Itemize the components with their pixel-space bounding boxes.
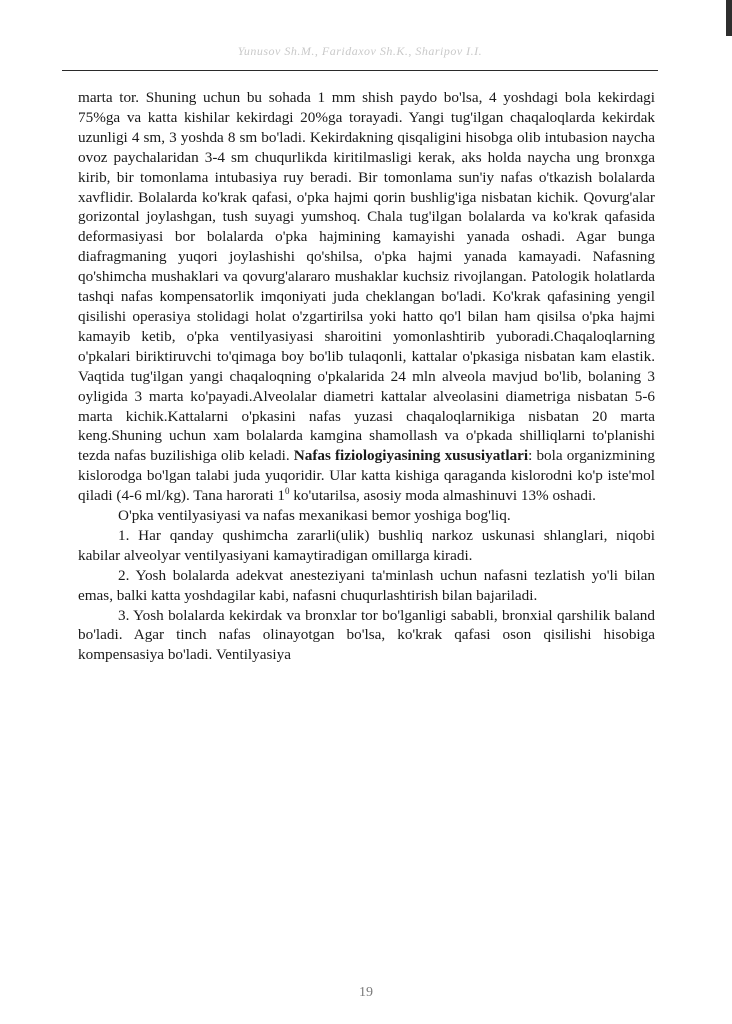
text-body (78, 88, 655, 665)
list-item-1: 1. Har qanday qushimcha zararli(ulik) bushliq narkoz uskunasi shlanglari, niqobi kabilar alveolyar ventilyasiyani kamaytiradigan omillarga kiradi. (78, 526, 655, 564)
degree-superscript: 0 (285, 486, 290, 497)
list-item-3: 3. Yosh bolalarda kekirdak va bronxlar tor bo'lganligi sababli, bronxial qarshilik baland bo'ladi. Agar tinch nafas olinayotgan bo'lsa, ko'krak qafasi oson qisilishi hisobiga kompensasiya bo'ladi. Ventilyasiya (78, 606, 655, 664)
paragraph-2: O'pka ventilyasiyasi va nafas mexanikasi bemor yoshiga bog'liq. (118, 507, 511, 525)
running-header: Yunusov Sh.M., Faridaxov Sh.K., Sharipov I.I. (237, 44, 483, 58)
paragraph-1-text: marta tor. Shuning uchun bu sohada 1 mm shish paydo bo'lsa, 4 yoshdagi bola kekirdagi 75%ga va katta kishilar kekirdagi 20%ga torayadi. Yangi tug'ilgan chaqaloqlarda kekirdak uzunligi 4 sm, 3 yoshda 8 sm bo'ladi. Kekirdakning qisqaligini hisobga olib intubasion naycha ovoz paychalaridan 3-4 sm chuqurlikda kiritilmasligi kerak, aks holda naycha ung bronxga kirib, bir tomonlama intubasiya ruy beradi. Bir tomonlama sun'iy nafas o'tkazish bolalarda xavflidir. Bolalarda ko'krak qafasi, o'pka hajmi qorin bushlig'iga nisbatan kichik. Qovurg'alar gorizontal joylashgan, tush suyagi yumshoq. Chala tug'ilgan bolalarda va ko'krak qafasida deformasiyasi bor bolalarda o'pka hajmining kamayishi yanada oshadi. Agar bunga diafragmaning yuqori joylashishi qo'shilsa, o'pka hajmi yanada kamayadi. Nafasning qo'shimcha mushaklari va qovurg'alararo mushaklar kuchsiz rivojlangan. Patologik holatlarda tashqi nafas kompensatorlik imqoniyati juda cheklangan bo'ladi. Ko'krak qafasining yengil qisilishi operasiya stolidagi holat o'zgartirilsa yoki hatto qo'l bilan ham qisilsa o'pka hajmi kamayib ketib, o'pka ventilyasiyasi sharoitini yomonlashtirib yuboradi.Chaqaloqlarning o'pkalari biriktiruvchi to'qimaga boy bo'lib tulaqonli, kattalar o'pkasiga nisbatan kam elastik. Vaqtida tug'ilgan yangi chaqaloqning o'pkalarida 24 mln alveola mavjud bo'lib, bolaning 3 oyligida 3 marta ko'payadi.Alveolalar diametri kattalar alveolasini diametriga nisbatan 5-6 marta kichik.Kattalarni o'pkasini nafas yuzasi chaqaloqlarnikiga nisbatan 20 marta keng.Shuning uchun xam bolalarda kamgina shamollash va o'pkada shilliqlarni to'planishi tezda nafas buzilishiga olib keladi. (78, 89, 655, 465)
paragraph-1-ending: ko'utarilsa, asosiy moda almashinuvi 13% oshadi. (289, 487, 596, 505)
paragraph-1-continuation: : bola organizmining kislorodga bo'lgan talabi juda yuqoridir. Ular katta kishiga qaraganda kislorodni ko'p iste'mol qiladi (4-6 ml/kg). Tana harorati 1 (78, 447, 655, 505)
page-number: 19 (359, 985, 373, 1000)
section-heading-inline: Nafas fiziologiyasining xususiyatlari (293, 447, 529, 465)
page-edge-mark (726, 0, 732, 36)
list-item-2: 2. Yosh bolalarda adekvat anesteziyani ta'minlash uchun nafasni tezlatish yo'li bilan emas, balki katta yoshdagilar kabi, nafasni chuqurlashtirish bilan bajariladi. (78, 566, 655, 604)
header-rule (62, 70, 658, 71)
paragraph-1 (78, 88, 655, 506)
